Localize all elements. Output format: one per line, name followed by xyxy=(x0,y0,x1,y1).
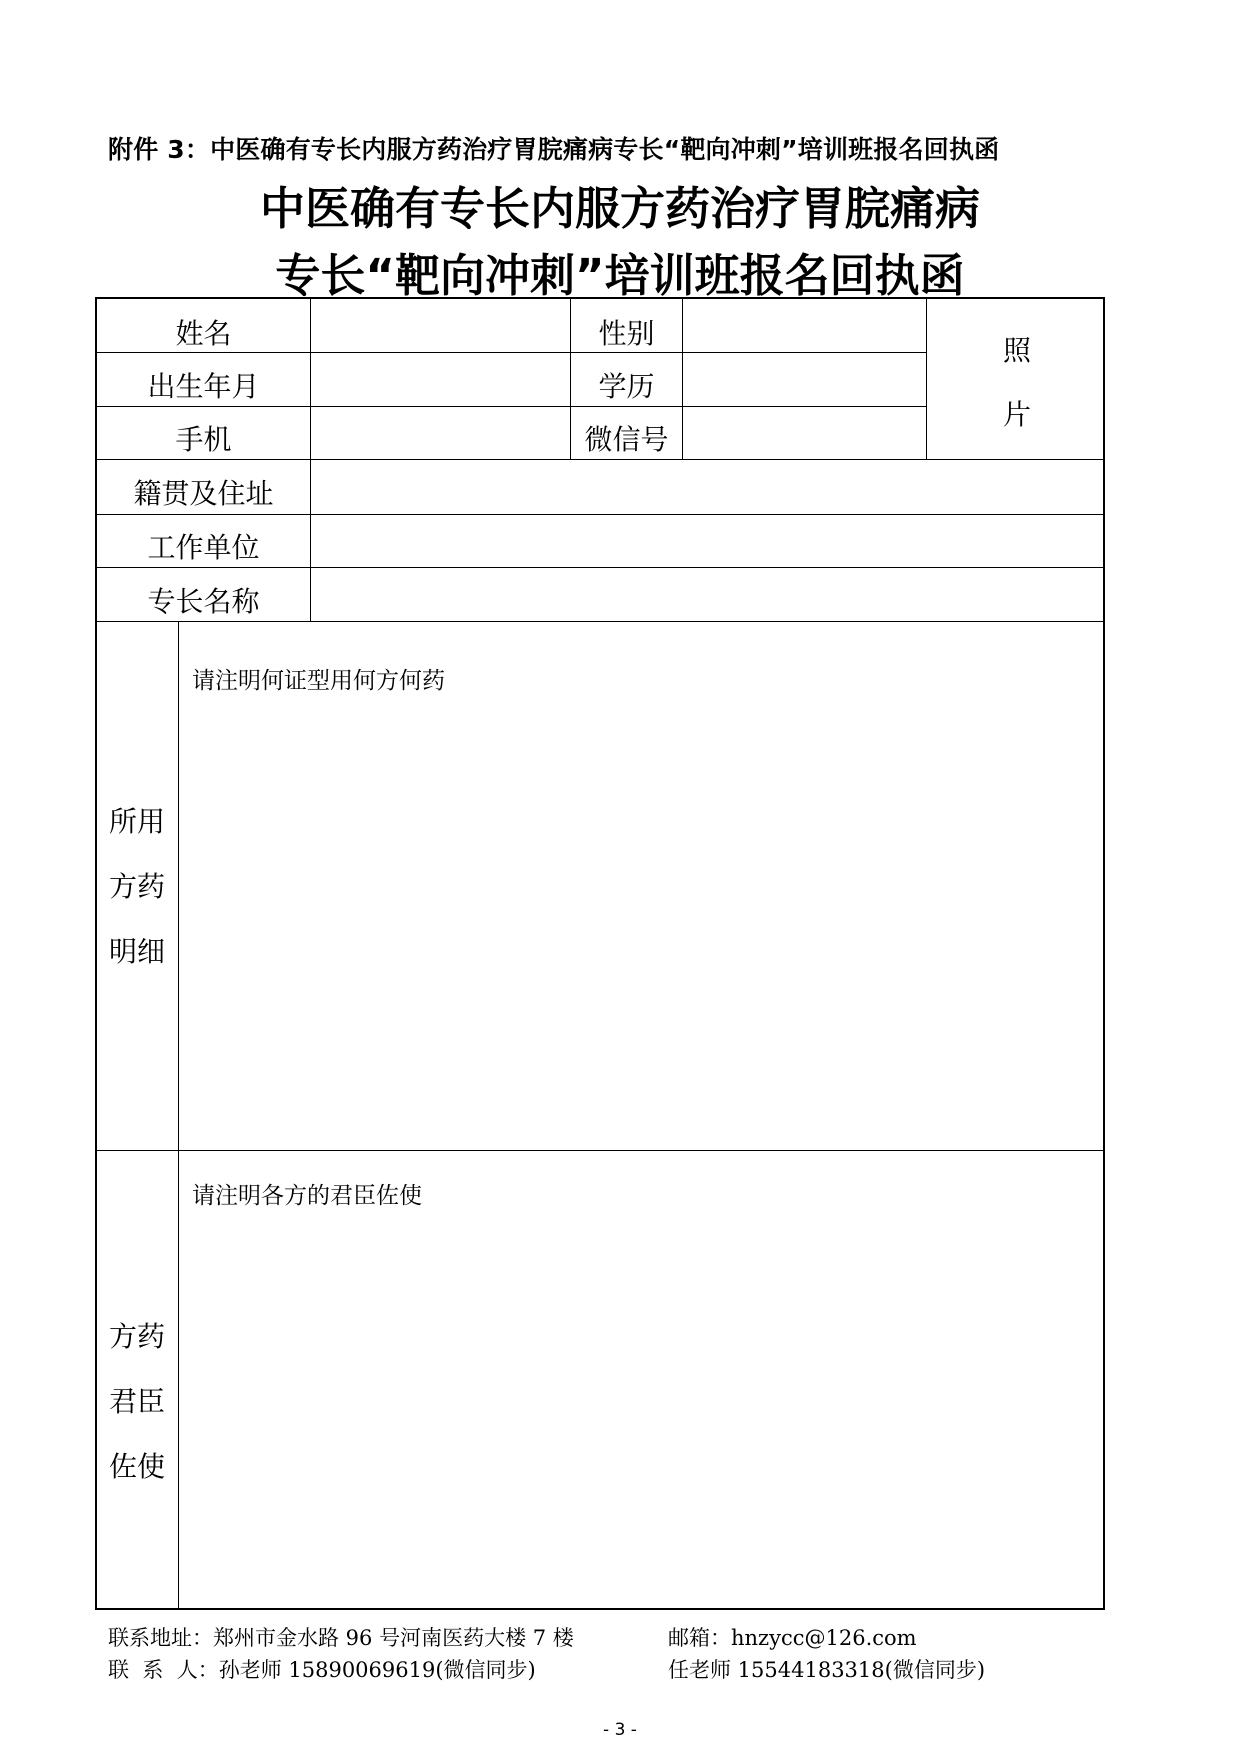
birth-date-label: 出生年月 xyxy=(147,370,260,403)
photo-box[interactable] xyxy=(928,299,1103,459)
row-divider xyxy=(97,514,1103,515)
contact-email: 邮箱：hnzycc@126.com xyxy=(668,1626,917,1650)
education-input[interactable] xyxy=(684,355,924,405)
contact-person-1: 联 系 人：孙老师 15890069619(微信同步) xyxy=(108,1658,536,1682)
row-divider xyxy=(97,352,927,353)
row-divider xyxy=(97,1150,1103,1151)
composition-label-line-1: 方药 xyxy=(108,1320,165,1353)
column-divider xyxy=(926,299,927,459)
annex-heading: 附件 3：中医确有专长内服方药治疗胃脘痛病专长“靶向冲刺”培训班报名回执函 xyxy=(108,135,1000,164)
prescription-hint: 请注明何证型用何方何药 xyxy=(192,668,445,694)
work-unit-label: 工作单位 xyxy=(147,531,260,564)
composition-label-line-2: 君臣 xyxy=(108,1385,165,1418)
prescription-label-line-1: 所用 xyxy=(108,805,165,838)
name-input[interactable] xyxy=(312,301,568,351)
specialty-name-input[interactable] xyxy=(312,569,1100,620)
photo-label-char-2: 片 xyxy=(1002,398,1031,431)
document-title-line-1: 中医确有专长内服方药治疗胃脘痛病 xyxy=(259,182,980,235)
column-divider xyxy=(178,621,179,1608)
contact-address: 联系地址：郑州市金水路 96 号河南医药大楼 7 楼 xyxy=(108,1626,574,1650)
work-unit-input[interactable] xyxy=(312,516,1100,566)
column-divider xyxy=(682,299,683,459)
column-divider xyxy=(310,299,311,621)
prescription-label-line-3: 明细 xyxy=(108,935,165,968)
gender-label: 性别 xyxy=(598,317,655,350)
prescription-details-textarea[interactable] xyxy=(181,699,1099,1147)
native-address-label: 籍贯及住址 xyxy=(133,477,274,510)
prescription-label-line-2: 方药 xyxy=(108,870,165,903)
row-divider xyxy=(97,459,1103,460)
composition-hint: 请注明各方的君臣佐使 xyxy=(192,1183,422,1209)
row-divider xyxy=(97,406,927,407)
row-divider xyxy=(97,621,1103,622)
wechat-input[interactable] xyxy=(684,408,924,458)
composition-label-line-3: 佐使 xyxy=(108,1450,165,1483)
prescription-details-label xyxy=(97,789,177,984)
phone-label: 手机 xyxy=(175,423,232,456)
education-label: 学历 xyxy=(598,370,655,403)
photo-label-char-1: 照 xyxy=(1002,334,1031,367)
wechat-label: 微信号 xyxy=(584,423,669,456)
phone-input[interactable] xyxy=(312,408,568,458)
contact-person-2: 任老师 15544183318(微信同步) xyxy=(668,1658,986,1682)
registration-form-table xyxy=(95,297,1105,1610)
specialty-name-label: 专长名称 xyxy=(147,585,260,618)
composition-label xyxy=(97,1304,177,1499)
gender-input[interactable] xyxy=(684,301,924,351)
page-number: - 3 - xyxy=(603,1720,637,1740)
name-label: 姓名 xyxy=(175,317,232,350)
birth-date-input[interactable] xyxy=(312,355,568,405)
document-title-line-2: 专长“靶向冲刺”培训班报名回执函 xyxy=(275,249,965,302)
native-address-input[interactable] xyxy=(312,461,1100,513)
row-divider xyxy=(97,567,1103,568)
composition-textarea[interactable] xyxy=(181,1214,1099,1604)
